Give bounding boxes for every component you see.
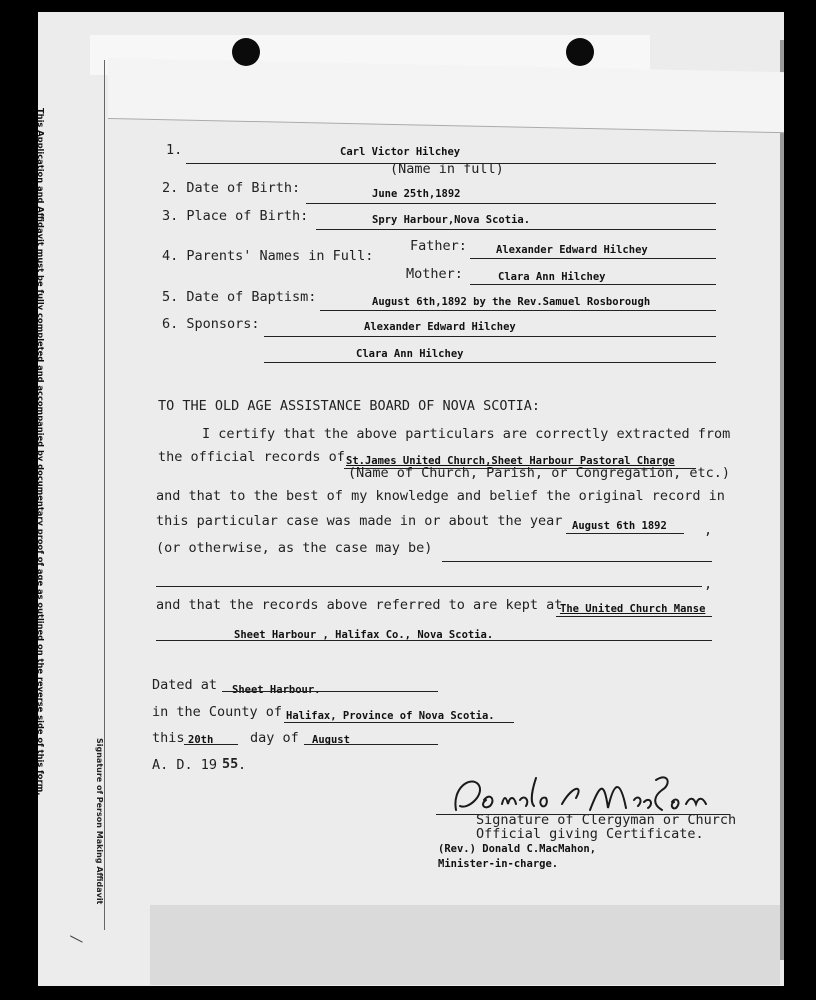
item-5-value: August 6th,1892 by the Rev.Samuel Rosborough [372,296,651,308]
side-instruction: This Application and Affidavit must be fully completed and accompanied by documentary proof of age as outlined on the reverse side of this form. [36,108,46,796]
year-line [566,533,684,534]
dated-at-label: Dated at [152,677,218,693]
sponsor-2: Clara Ann Hilchey [356,348,464,360]
item-1-name: Carl Victor Hilchey [340,146,461,158]
item-3-label: 3. Place of Birth: [162,208,309,224]
county-value: Halifax, Province of Nova Scotia. [286,710,495,722]
item-3-line [316,229,716,230]
item-5-label: 5. Date of Baptism: [162,289,317,305]
record-year: August 6th 1892 [572,520,667,532]
typed-signatory-title: Minister-in-charge. [438,858,559,870]
kept-at-1: The United Church Manse [560,603,706,615]
sponsor-1-line [264,336,716,337]
dated-at-value: Sheet Harbour. [232,684,321,696]
punch-hole-left [232,38,260,66]
cert-line-3: and that to the best of my knowledge and belief the original record in [156,488,725,504]
item-1-caption: (Name in full) [390,161,504,177]
underlying-page [150,905,780,985]
item-6-label: 6. Sponsors: [162,316,260,332]
item-3-value: Spry Harbour,Nova Scotia. [372,214,531,226]
cert-line-7-prefix: and that the records above referred to are kept at [156,597,563,613]
item-2-line [306,203,716,204]
ad-label: A. D. 19 [152,757,218,773]
affiant-signature-caption: Signature of Person Making Affidavit [95,738,104,905]
year-comma: , [704,522,713,538]
father-line [470,258,716,259]
cert-line-4-prefix: this particular case was made in or about the year [156,513,563,529]
item-4-label: 4. Parents' Names in Full: [162,248,374,264]
county-line [284,722,514,723]
otherwise-line [442,561,712,562]
typed-signatory-name: (Rev.) Donald C.MacMahon, [438,843,597,855]
father-name: Alexander Edward Hilchey [496,244,648,256]
day-line [184,744,238,745]
cert-line-1: I certify that the above particulars are correctly extracted from [202,426,731,442]
father-label: Father: [410,238,467,254]
ad-year-value: 55 [222,756,239,772]
mother-label: Mother: [406,266,463,282]
day-of-label: day of [250,730,299,746]
otherwise-line-2 [156,586,702,587]
signature-caption-2: Official giving Certificate. [476,826,704,842]
this-label: this [152,730,185,746]
kept-at-line-2 [156,640,712,641]
day-value: 20th [188,734,214,746]
handwritten-signature [450,770,720,818]
mother-line [470,284,716,285]
cert-line-5: (or otherwise, as the case may be) [156,540,433,556]
kept-at-2: Sheet Harbour , Halifax Co., Nova Scotia. [234,629,494,641]
item-1-number: 1. [166,142,183,158]
month-line [304,744,438,745]
signature-caption-1: Signature of Clergyman or Church [476,812,737,828]
sponsor-1: Alexander Edward Hilchey [364,321,516,333]
county-label: in the County of [152,704,283,720]
item-2-value: June 25th,1892 [372,188,461,200]
board-heading: TO THE OLD AGE ASSISTANCE BOARD OF NOVA SCOTIA: [158,398,541,414]
kept-at-line-1 [556,616,712,617]
dated-at-line [222,691,438,692]
sheet-edge [780,40,784,960]
punch-hole-right [566,38,594,66]
margin-rule [104,60,105,930]
item-2-label: 2. Date of Birth: [162,180,301,196]
sponsor-2-line [264,362,716,363]
church-caption: (Name of Church, Parish, or Congregation, etc.) [348,465,731,481]
cert-line-2-prefix: the official records of [158,449,345,465]
month-value: August [312,734,350,746]
margin-scrawl: / [67,936,86,942]
otherwise-comma: , [704,576,713,592]
ad-period: . [238,757,247,773]
item-5-line [320,310,716,311]
mother-name: Clara Ann Hilchey [498,271,606,283]
church-name: St.James United Church,Sheet Harbour Pastoral Charge [346,455,675,467]
